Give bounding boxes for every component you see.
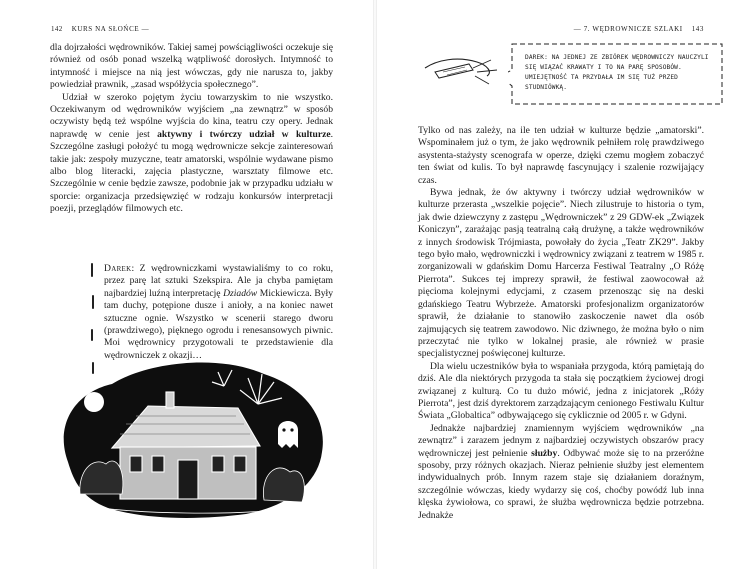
paragraph [418,187,704,361]
moon-icon [84,392,104,412]
quote-marker [92,295,94,309]
right-running-head-title: — 7. WĘDROWNICZE SZLAKI [573,25,683,33]
ghost-icon [278,421,298,448]
italic-title: Dziadów [223,287,258,299]
left-running-head-title: KURS NA SŁOŃCE — [71,25,150,33]
paragraph [418,361,704,423]
quote-marker [91,329,93,341]
text-run: dla dojrzałości wędrowników. Takiej samej powściągliwości oczekuje się również od osób ponad wszelką wątpliwość dorosłych. Intymność to intymność i miejsce na nią jest wówczas, gdy nie narusza to, jakby powiedział prawnik, „zasad współżycia społecznego”. [50,42,333,91]
paragraph [418,423,704,522]
right-body-text [418,125,704,522]
text-run: Bywa jednak, że ów aktywny i twórczy udział wędrowników w kulturze przerasta „wszelkie pojęcie”. Niech zilustruje to historia o tym, jak dwie dziewczyny z zastępu „Wędrowniczek” z 29 GDW-ek „Związek Koniczyn”, zarażając pasją teatralną całą drużynę, a także wędrowników z innych środowisk Trójmiasta, powołały do życia „Teatr ZK29”. Jakby tego było mało, wędrowniczki i wędrownicy związani z teatrem w 1985 r. zorganizowali w gdańskim Domu Harcerza Festiwal Teatralny „O Różę Pierrota”. Sukces tej imprezy sprawił, że festiwal zaowocował aż pięcioma kolejnymi edycjami, z czasem przenosząc się na deski gdańskiego Teatru Wybrzeże. Amatorski profesjonalizm organizatorów sprawił, że działanie to stanowiło zaskoczenie nawet dla osób zajmujących się teatrem zawodowo. Nic dziwnego, że można było o nim przeczytać nie tylko w lokalnej prasie, ale również w prasie specjalistycznej poświęconej kulturze. [418,187,704,360]
right-running-head [574,25,704,33]
left-page-number: 142 [51,25,63,33]
speaker-name: Darek [104,263,132,274]
haunted-manor-illustration [50,344,332,518]
left-body-text [50,42,333,216]
quote-marker [91,263,93,277]
text-run: : Z wędrowniczkami wystawialiśmy to co roku, przez parę lat sztuki Szekspira. Ale ja chyba pamiętam najbardziej luźną interpretację [104,263,333,299]
text-run: . Odbywać może się to na przeróżne sposoby, przy różnych okazjach. Nieraz pełnienie służby jest elementem indywidualnych prób. Innym razem staje się działaniem doraźnym, szczególnie wówczas, kiedy wydarzy się coś, choćby powódź lub inna klęska żywiołowa, co sprawi, że służba wędrownicza będzie potrzebna. Jednakże [418,447,704,521]
right-page-number: 143 [691,25,704,33]
tie-doodle-icon [417,46,505,92]
right-page [375,0,750,569]
left-running-head [51,25,149,33]
text-run: Udział w szeroko pojętym życiu towarzyskim to nie wszystko. Oczekiwanym od wędrowników wyjściem „na zewnątrz” w sposób oczywisty będą też wspólne wyjścia do kina, teatru czy opery. Jednak naprawdę w cenie jest [50,91,333,140]
text-run: Tylko od nas zależy, na ile ten udział w kulturze będzie „amatorski”. Wspominałem już o tym, że jako wędrownik pełniłem rolę prawdziwego asystenta-stażysty scenografa w operze, dzięki czemu mogłem zobaczyć ten świat od kulis. To był naprawdę fascynujący i szalenie rozwijający czas. [418,125,704,186]
bold-phrase: aktywny i twórczy udział w kulturze [157,128,331,140]
text-run: Jednakże najbardziej znamiennym wyjściem wędrowników „na zewnątrz” i zarazem jednym z najbardziej oczywistych obszarów pracy wędrowniczej jest pełnienie [418,422,704,459]
paragraph [50,92,333,216]
text-run: Mickiewicza. Były tam duchy, potępione dusze i anioły, a na koniec nawet sztuczne ognie. Wszystko w scenerii starego dworu (prawdziwego), pięknego ogrodu i renesansowych piwnic. Moi wędrownicy przygotowali te przedstawienie dla wędrowniczek z okazji… [104,287,333,361]
bold-phrase: służby [531,447,558,459]
text-run: . Szczególne zasługi położyć tu mogą wędrownicze sekcje zainteresowań takie jak: zespoły muzyczne, teatr amatorski, wspólnie wydawane pismo albo blog literacki, zajęcia plastyczne, warsztaty filmowe etc. Szczególnie w cenie będzie zawsze, podobnie jak w przypadku udziału w sporcie: organizacja przedsięwzięć w rodzaju konkursów interpretacji poezji, przeglądów filmowych etc. [50,128,333,215]
paragraph [418,125,704,187]
paragraph [50,42,333,92]
note-text: DAREK: NA JEDNEJ ZE ZBIÓREK WĘDROWNICZY NAUCZYLI SIĘ WIĄZAĆ KRAWATY I TO NA PARĘ SPOSOBÓW. UMIEJĘTNOŚĆ TA PRZYDAŁA IM SIĘ TUŻ PRZED STUDNIÓWKĄ. [525,54,709,91]
text-run: Dla wielu uczestników była to wspaniała przygoda, którą pamiętają do dziś. Ale dla niektórych przygoda ta stała się początkiem życiowej drogi związanej z kulturą. Co tu dużo mówić, jedna z inicjatorek „Róży Pierrota”, jest dziś dyrektorem zarządzającym cenionego Festiwalu Kultur Świata „Globaltica” odbywającego się cyklicznie od 2005 r. w Gdyni. [418,360,704,422]
